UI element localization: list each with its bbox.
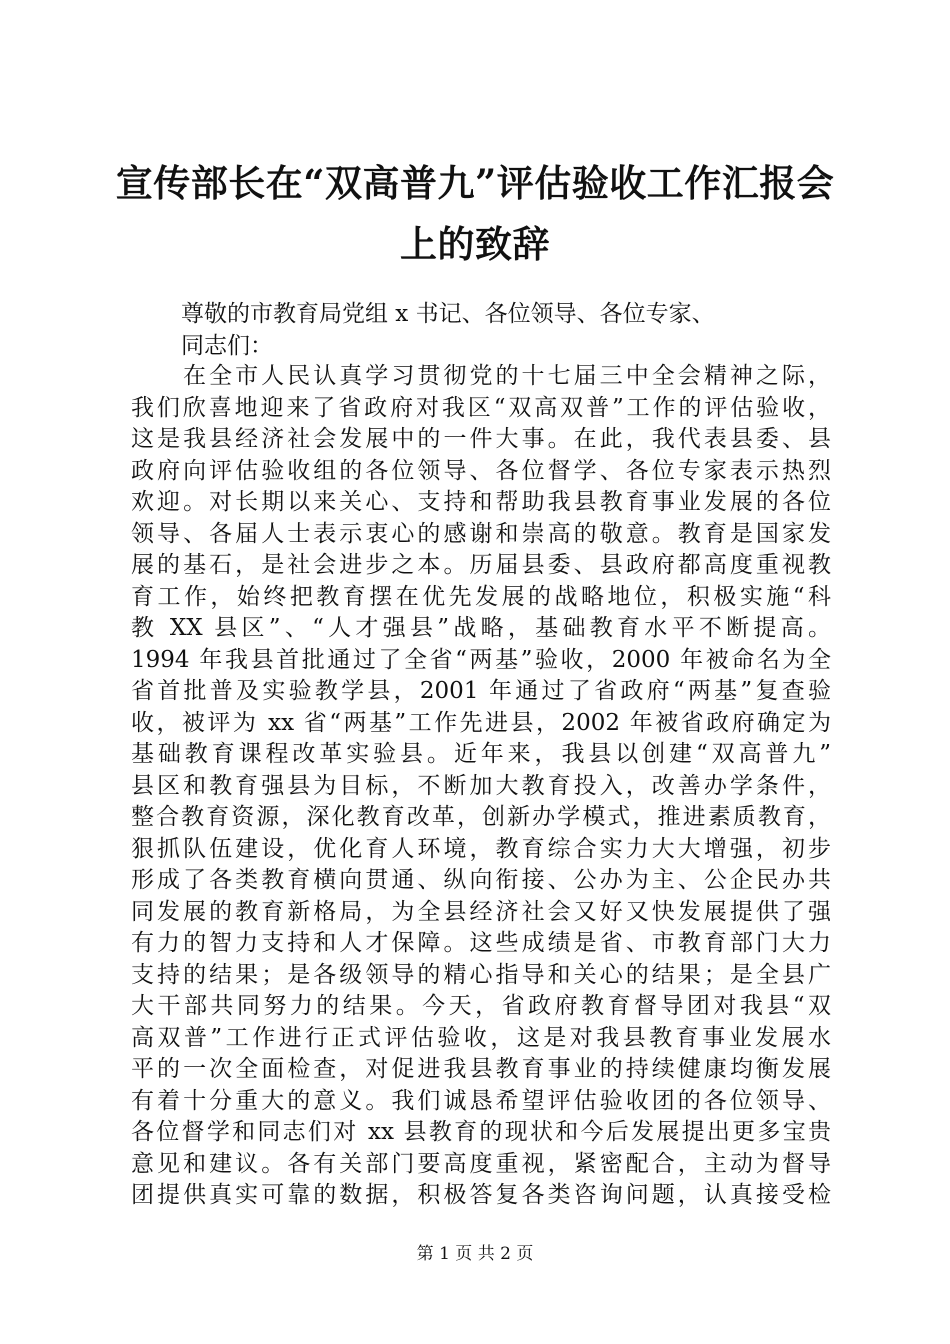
paragraph-line: 有着十分重大的意义。我们诚恳希望评估验收团的各位领导、	[131, 1088, 831, 1114]
paragraph-line: 展的基石，是社会进步之本。历届县委、县政府都高度重视教	[131, 552, 831, 578]
paragraph-line: 在全市人民认真学习贯彻党的十七届三中全会精神之际，	[183, 363, 831, 389]
paragraph-line: 我们欣喜地迎来了省政府对我区“双高双普”工作的评估验收，	[131, 395, 831, 421]
page-number-footer: 第 1 页 共 2 页	[416, 1244, 534, 1264]
paragraph-line: 平的一次全面检查，对促进我县教育事业的持续健康均衡发展	[131, 1056, 831, 1082]
paragraph-line: 大干部共同努力的结果。今天，省政府教育督导团对我县“双	[131, 993, 831, 1019]
paragraph-line: 狠抓队伍建设，优化育人环境，教育综合实力大大增强，初步	[131, 836, 831, 862]
paragraph-line: 领导、各届人士表示衷心的感谢和崇高的敬意。教育是国家发	[131, 521, 831, 547]
paragraph-line: 基础教育课程改革实验县。近年来，我县以创建“双高普九”	[131, 741, 831, 767]
paragraph-line: 政府向评估验收组的各位领导、各位督学、各位专家表示热烈	[131, 458, 831, 484]
paragraph-line: 县区和教育强县为目标，不断加大教育投入，改善办学条件，	[131, 773, 831, 799]
paragraph-line: 各位督学和同志们对 xx 县教育的现状和今后发展提出更多宝贵	[131, 1119, 831, 1145]
paragraph-line: 1994 年我县首批通过了全省“两基”验收，2000 年被命名为全	[131, 647, 831, 673]
paragraph-line: 教 XX 县区”、“人才强县”战略，基础教育水平不断提高。	[131, 615, 831, 641]
paragraph-line: 团提供真实可靠的数据，积极答复各类咨询问题，认真接受检	[131, 1182, 831, 1208]
paragraph-line: 这是我县经济社会发展中的一件大事。在此，我代表县委、县	[131, 426, 831, 452]
document-title-line-1: 宣传部长在“双高普九”评估验收工作汇报会	[115, 161, 835, 205]
paragraph-line: 收，被评为 xx 省“两基”工作先进县，2002 年被省政府确定为	[131, 710, 831, 736]
paragraph-line: 同发展的教育新格局，为全县经济社会又好又快发展提供了强	[131, 899, 831, 925]
paragraph-line: 省首批普及实验教学县，2001 年通过了省政府“两基”复查验	[131, 678, 831, 704]
salutation-line-1: 尊敬的市教育局党组 x 书记、各位领导、各位专家、	[181, 301, 715, 327]
paragraph-line: 形成了各类教育横向贯通、纵向衔接、公办为主、公企民办共	[131, 867, 831, 893]
salutation-line-2: 同志们：	[181, 333, 273, 359]
paragraph-line: 支持的结果；是各级领导的精心指导和关心的结果；是全县广	[131, 962, 831, 988]
document-title-line-2: 上的致辞	[400, 222, 550, 266]
paragraph-line: 育工作，始终把教育摆在优先发展的战略地位，积极实施“科	[131, 584, 831, 610]
paragraph-line: 欢迎。对长期以来关心、支持和帮助我县教育事业发展的各位	[131, 489, 831, 515]
paragraph-line: 高双普”工作进行正式评估验收，这是对我县教育事业发展水	[131, 1025, 831, 1051]
paragraph-line: 整合教育资源，深化教育改革，创新办学模式，推进素质教育，	[131, 804, 831, 830]
paragraph-line: 有力的智力支持和人才保障。这些成绩是省、市教育部门大力	[131, 930, 831, 956]
paragraph-line: 意见和建议。各有关部门要高度重视，紧密配合，主动为督导	[131, 1151, 831, 1177]
